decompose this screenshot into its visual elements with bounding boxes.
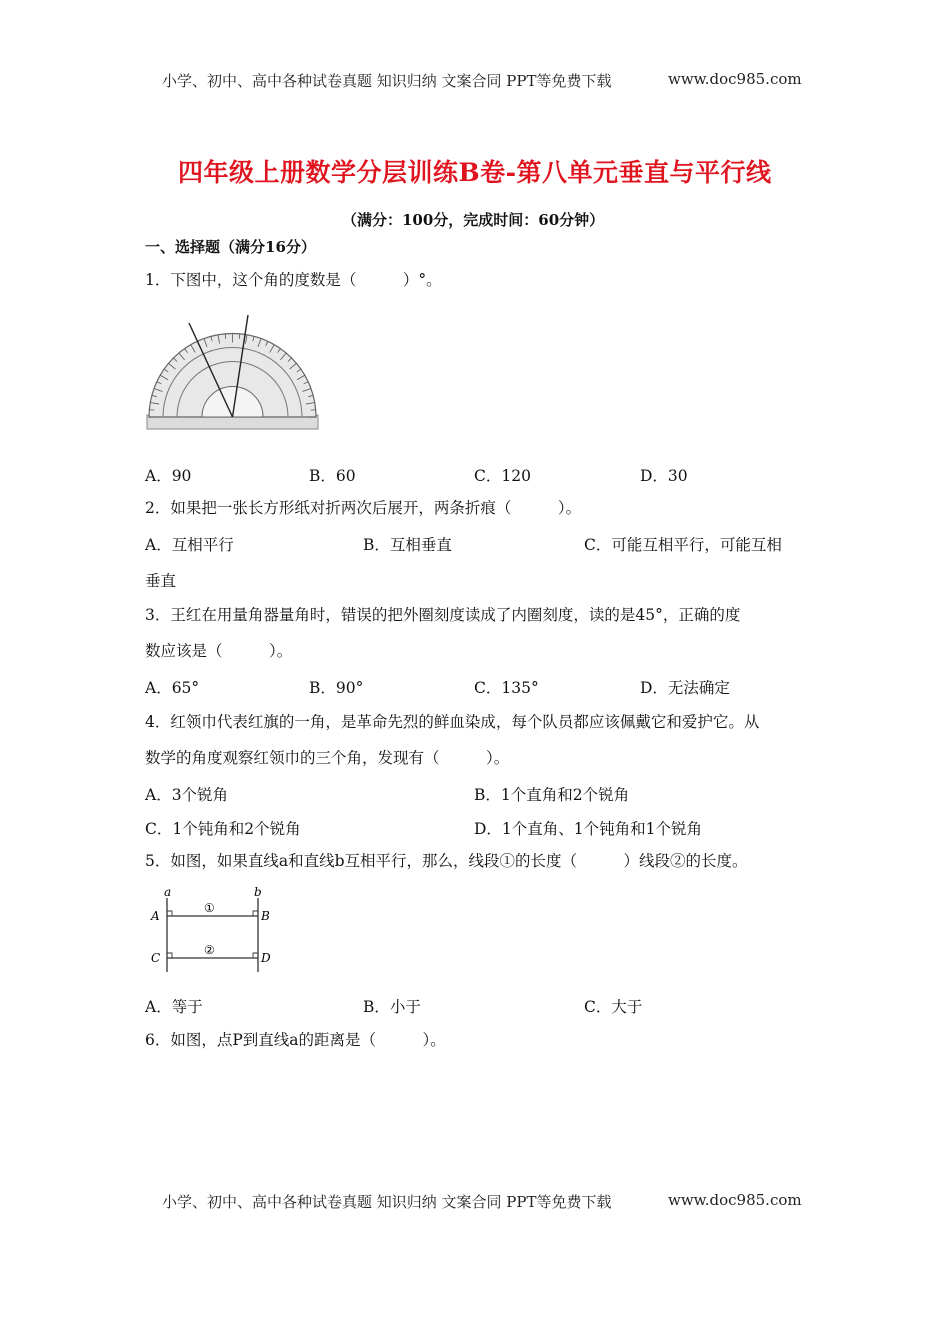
point-b-label: B — [261, 909, 270, 923]
footer-url: www.doc985.com — [668, 1191, 802, 1209]
question-4-stem-line2: 数学的角度观察红领巾的三个角，发现有（ ）。 — [145, 749, 510, 767]
page-subtitle: （满分：100分，完成时间：60分钟） — [342, 211, 605, 229]
q5-option-b[interactable]: B．小于 — [363, 998, 421, 1016]
section-heading: 一、选择题（满分16分） — [145, 238, 316, 256]
q5-option-a[interactable]: A．等于 — [145, 998, 203, 1016]
q5-option-c[interactable]: C．大于 — [584, 998, 643, 1016]
q2-option-b[interactable]: B．互相垂直 — [363, 536, 452, 554]
q4-option-b[interactable]: B．1个直角和2个锐角 — [474, 786, 630, 804]
point-a-label: A — [151, 909, 160, 923]
header-url: www.doc985.com — [668, 70, 802, 88]
q3-option-b[interactable]: B．90° — [309, 679, 364, 697]
line-a-label: a — [164, 885, 172, 899]
q1-option-d[interactable]: D．30 — [640, 467, 688, 485]
point-d-label: D — [261, 951, 271, 965]
q3-option-c[interactable]: C．135° — [474, 679, 539, 697]
q2-option-a[interactable]: A．互相平行 — [145, 536, 234, 554]
point-c-label: C — [151, 951, 161, 965]
q4-option-d[interactable]: D．1个直角、1个钝角和1个锐角 — [474, 820, 703, 838]
segment-2-label: ② — [204, 943, 215, 957]
q3-option-a[interactable]: A．65° — [145, 679, 200, 697]
question-3-stem-line2: 数应该是（ ）。 — [145, 642, 293, 660]
question-5-stem: 5．如图，如果直线a和直线b互相平行，那么，线段①的长度（ ）线段②的长度。 — [145, 852, 748, 870]
parallel-lines-figure — [148, 884, 278, 976]
q4-option-a[interactable]: A．3个锐角 — [145, 786, 229, 804]
q1-option-c[interactable]: C．120 — [474, 467, 531, 485]
q2-option-c-wrap: 垂直 — [145, 572, 177, 590]
line-b-label: b — [254, 885, 262, 899]
q1-option-a[interactable]: A．90 — [145, 467, 192, 485]
question-3-stem-line1: 3．王红在用量角器量角时，错误的把外圈刻度读成了内圈刻度，读的是45°，正确的度 — [145, 606, 741, 624]
q3-option-d[interactable]: D．无法确定 — [640, 679, 730, 697]
question-1-stem: 1．下图中，这个角的度数是（ ）°。 — [145, 271, 442, 289]
protractor-figure — [145, 305, 320, 435]
question-2-stem: 2．如果把一张长方形纸对折两次后展开，两条折痕（ ）。 — [145, 499, 582, 517]
segment-1-label: ① — [204, 901, 215, 915]
q2-option-c[interactable]: C．可能互相平行，可能互相 — [584, 536, 782, 554]
header-note: 小学、初中、高中各种试卷真题 知识归纳 文案合同 PPT等免费下载 — [162, 72, 612, 90]
q1-option-b[interactable]: B．60 — [309, 467, 356, 485]
question-6-stem: 6．如图，点P到直线a的距离是（ ）。 — [145, 1031, 446, 1049]
q4-option-c[interactable]: C．1个钝角和2个锐角 — [145, 820, 301, 838]
footer-note: 小学、初中、高中各种试卷真题 知识归纳 文案合同 PPT等免费下载 — [162, 1193, 612, 1211]
question-4-stem-line1: 4．红领巾代表红旗的一角，是革命先烈的鲜血染成，每个队员都应该佩戴它和爱护它。从 — [145, 713, 760, 731]
page-title: 四年级上册数学分层训练B卷-第八单元垂直与平行线 — [178, 158, 772, 187]
